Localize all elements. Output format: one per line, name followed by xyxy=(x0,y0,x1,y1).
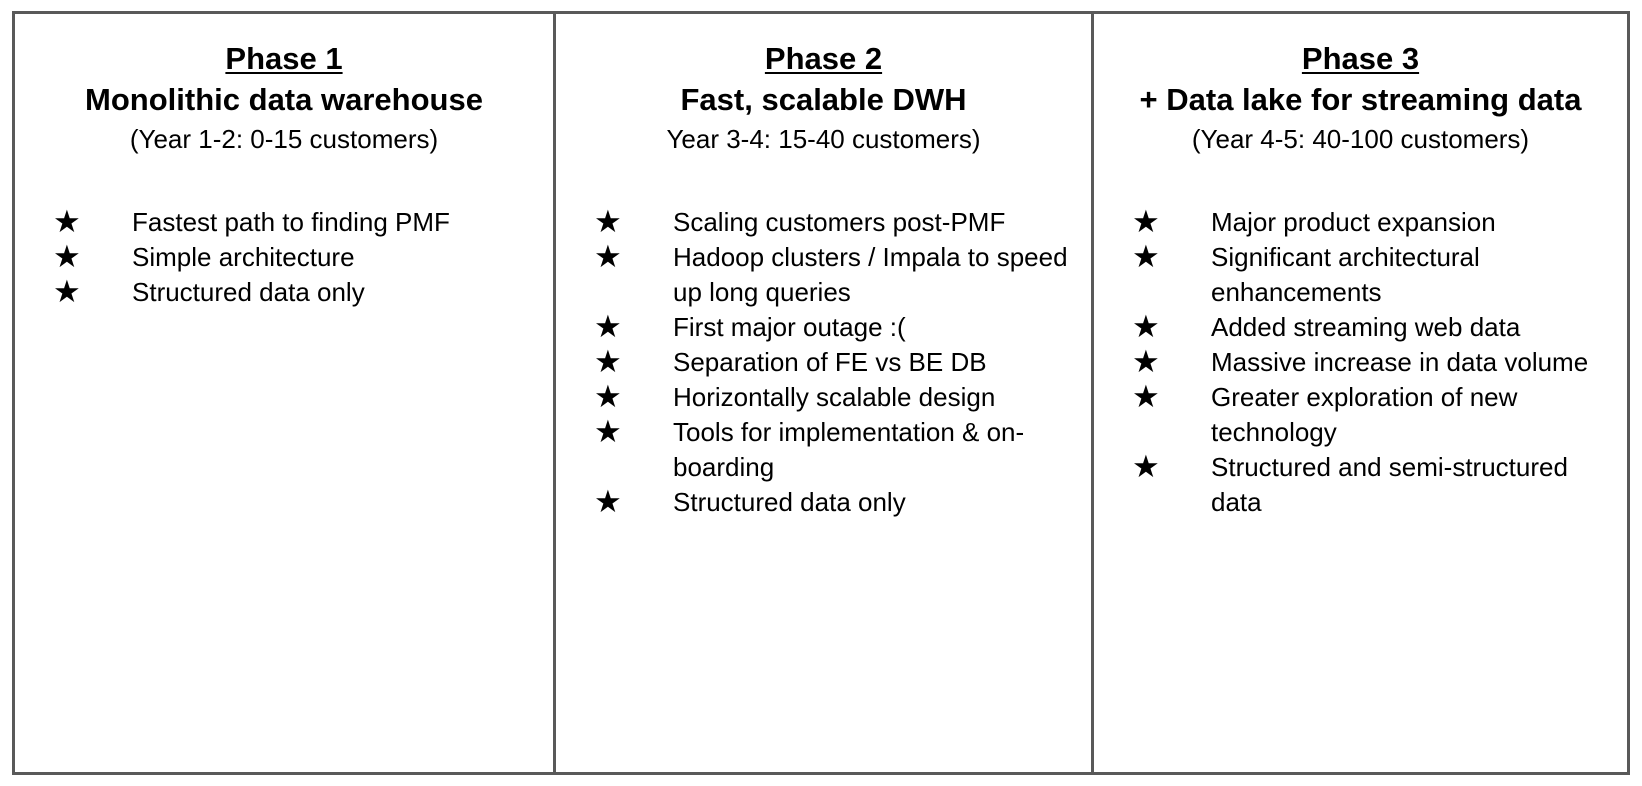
phase-3-title: + Data lake for streaming data xyxy=(1139,82,1582,117)
list-item xyxy=(1132,205,1623,240)
star-icon: ★ xyxy=(1132,309,1160,345)
star-icon: ★ xyxy=(1132,344,1160,380)
bullet-text: Significant architectural enhancements xyxy=(1211,242,1480,307)
star-icon: ★ xyxy=(1132,204,1160,240)
list-item xyxy=(53,205,549,240)
phase-2-label: Phase 2 xyxy=(764,41,883,76)
phase-3-label: Phase 3 xyxy=(1301,41,1420,76)
bullet-text: Added streaming web data xyxy=(1211,312,1521,342)
phase-1-header xyxy=(15,39,553,157)
list-item xyxy=(594,380,1087,415)
phase-2-title: Fast, scalable DWH xyxy=(680,82,967,117)
list-item xyxy=(53,240,549,275)
star-icon: ★ xyxy=(53,204,81,240)
bullet-text: Hadoop clusters / Impala to speed up long queries xyxy=(673,242,1068,307)
phase-1-bullet-list xyxy=(53,205,549,310)
phase-2-subtitle: Year 3-4: 15-40 customers) xyxy=(666,124,981,154)
star-icon: ★ xyxy=(594,344,622,380)
bullet-text: Massive increase in data volume xyxy=(1211,347,1589,377)
star-icon: ★ xyxy=(594,204,622,240)
phase-3-column xyxy=(1091,14,1627,772)
phase-1-column xyxy=(15,14,553,772)
list-item xyxy=(594,205,1087,240)
list-item xyxy=(594,485,1087,520)
phase-1-label: Phase 1 xyxy=(225,41,343,76)
bullet-text: Fastest path to finding PMF xyxy=(132,207,450,237)
bullet-text: Scaling customers post-PMF xyxy=(673,207,1006,237)
phase-3-header xyxy=(1094,39,1627,157)
phases-table xyxy=(12,11,1630,775)
list-item xyxy=(1132,310,1623,345)
bullet-text: Tools for implementation & on-boarding xyxy=(673,417,1025,482)
phase-2-column xyxy=(553,14,1091,772)
list-item xyxy=(594,240,1087,310)
bullet-text: Structured data only xyxy=(673,487,906,517)
list-item xyxy=(1132,450,1623,520)
phase-2-bullet-list xyxy=(594,205,1087,520)
star-icon: ★ xyxy=(1132,239,1160,275)
list-item xyxy=(1132,380,1623,450)
phase-1-title: Monolithic data warehouse xyxy=(85,82,483,117)
bullet-text: Major product expansion xyxy=(1211,207,1496,237)
list-item xyxy=(594,415,1087,485)
star-icon: ★ xyxy=(594,414,622,450)
bullet-text: First major outage :( xyxy=(673,312,906,342)
list-item xyxy=(594,310,1087,345)
star-icon: ★ xyxy=(594,379,622,415)
bullet-text: Structured and semi-structured data xyxy=(1211,452,1568,517)
star-icon: ★ xyxy=(1132,379,1160,415)
star-icon: ★ xyxy=(594,309,622,345)
list-item xyxy=(53,275,549,310)
phase-1-subtitle: (Year 1-2: 0-15 customers) xyxy=(129,124,439,154)
bullet-text: Horizontally scalable design xyxy=(673,382,996,412)
bullet-text: Simple architecture xyxy=(132,242,355,272)
star-icon: ★ xyxy=(594,484,622,520)
star-icon: ★ xyxy=(1132,449,1160,485)
phase-2-header xyxy=(556,39,1091,157)
list-item xyxy=(594,345,1087,380)
phase-3-subtitle: (Year 4-5: 40-100 customers) xyxy=(1191,124,1530,154)
bullet-text: Structured data only xyxy=(132,277,365,307)
bullet-text: Separation of FE vs BE DB xyxy=(673,347,987,377)
phase-3-bullet-list xyxy=(1132,205,1623,520)
star-icon: ★ xyxy=(594,239,622,275)
list-item xyxy=(1132,240,1623,310)
star-icon: ★ xyxy=(53,274,81,310)
list-item xyxy=(1132,345,1623,380)
star-icon: ★ xyxy=(53,239,81,275)
bullet-text: Greater exploration of new technology xyxy=(1211,382,1518,447)
